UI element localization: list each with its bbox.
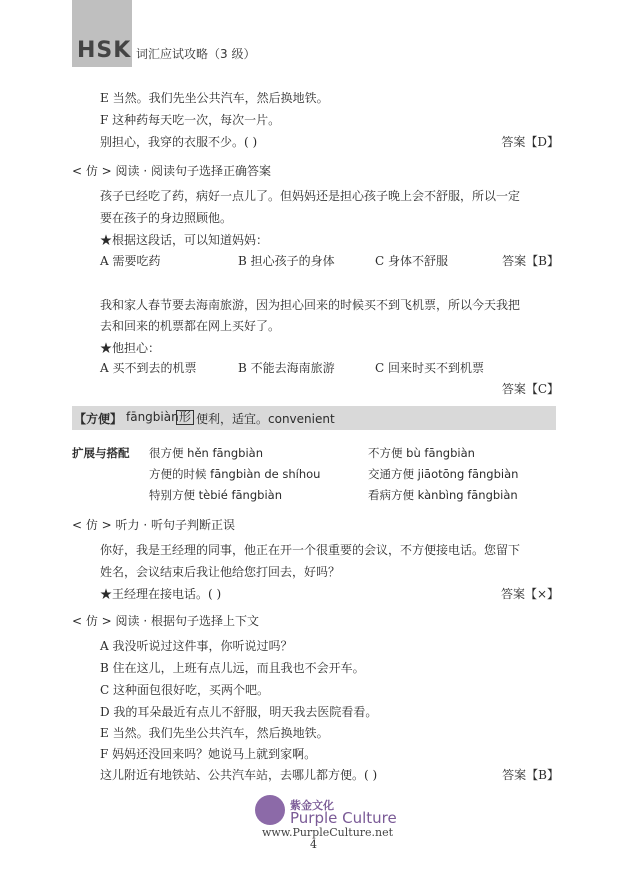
option-a: A 我没听说过这件事，你听说过吗？ bbox=[100, 639, 293, 653]
answer: 答案【D】 bbox=[501, 135, 559, 149]
option-f: F 这种药每天吃一次，每次一片。 bbox=[100, 113, 281, 127]
choice-b: B 担心孩子的身体 bbox=[238, 254, 335, 268]
section-tag: < 仿 > 听力 · 听句子判断正误 bbox=[72, 518, 235, 532]
option-e: E 当然。我们先坐公共汽车，然后换地铁。 bbox=[100, 91, 329, 105]
collocation-item: 很方便 hěn fāngbiàn bbox=[149, 446, 263, 460]
entry-definition: 便利，适宜。convenient bbox=[196, 412, 335, 426]
purple-culture-logo-icon bbox=[255, 795, 285, 825]
answer: 答案【B】 bbox=[502, 254, 559, 268]
choice-a: A 需要吃药 bbox=[100, 254, 161, 268]
section-tag: < 仿 > 阅读 · 阅读句子选择正确答案 bbox=[72, 164, 271, 178]
collocation-item: 看病方便 kànbìng fāngbiàn bbox=[368, 488, 518, 502]
collocation-item: 不方便 bù fāngbiàn bbox=[368, 446, 475, 460]
page-number: 4 bbox=[310, 838, 317, 851]
answer: 答案【×】 bbox=[500, 587, 559, 601]
pos-label: 形 bbox=[176, 410, 194, 425]
option-d: D 我的耳朵最近有点儿不舒服，明天我去医院看看。 bbox=[100, 705, 378, 719]
pos-badge bbox=[176, 410, 194, 425]
option-f: F 妈妈还没回来吗？她说马上就到家啊。 bbox=[100, 747, 317, 761]
choice-b: B 不能去海南旅游 bbox=[238, 361, 335, 375]
hsk-logo: HSK bbox=[77, 38, 132, 63]
choice-c: C 回来时买不到机票 bbox=[375, 361, 484, 375]
collocation-label: 扩展与搭配 bbox=[72, 446, 130, 460]
question: 这儿附近有地铁站、公共汽车站，去哪儿都方便。( ) bbox=[100, 768, 378, 782]
footer-url[interactable]: www.PurpleCulture.net bbox=[262, 826, 394, 839]
section-tag: < 仿 > 阅读 · 根据句子选择上下文 bbox=[72, 614, 259, 628]
logo-chinese: 紫金文化 bbox=[290, 799, 334, 812]
question: 别担心，我穿的衣服不少。( ) bbox=[100, 135, 258, 149]
option-b: B 住在这儿，上班有点儿远，而且我也不会开车。 bbox=[100, 661, 365, 675]
logo-english: Purple Culture bbox=[290, 809, 397, 827]
question: ★根据这段话，可以知道妈妈： bbox=[100, 233, 269, 247]
paragraph-line: 你好，我是王经理的同事，他正在开一个很重要的会议，不方便接电话。您留下 bbox=[100, 543, 521, 557]
collocation-item: 方便的时候 fāngbiàn de shíhou bbox=[149, 467, 321, 481]
entry-pinyin: fāngbiàn bbox=[126, 410, 179, 424]
collocation-item: 特别方便 tèbié fāngbiàn bbox=[149, 488, 282, 502]
paragraph-line: 姓名，会议结束后我让他给您打回去，好吗？ bbox=[100, 565, 341, 579]
option-c: C 这种面包很好吃，买两个吧。 bbox=[100, 683, 269, 697]
question: ★王经理在接电话。( ) bbox=[100, 587, 222, 601]
choice-c: C 身体不舒服 bbox=[375, 254, 448, 268]
paragraph-line: 去和回来的机票都在网上买好了。 bbox=[100, 319, 281, 333]
option-e: E 当然。我们先坐公共汽车，然后换地铁。 bbox=[100, 726, 329, 740]
entry-band bbox=[72, 406, 556, 430]
collocation-item: 交通方便 jiāotōng fāngbiàn bbox=[368, 467, 519, 481]
paragraph-line: 要在孩子的身边照顾他。 bbox=[100, 211, 233, 225]
question: ★他担心： bbox=[100, 341, 161, 355]
paragraph-line: 我和家人春节要去海南旅游，因为担心回来的时候买不到飞机票，所以今天我把 bbox=[100, 298, 521, 312]
paragraph-line: 孩子已经吃了药，病好一点儿了。但妈妈还是担心孩子晚上会不舒服，所以一定 bbox=[100, 189, 521, 203]
book-title: 词汇应试攻略（3 级） bbox=[136, 47, 256, 61]
answer: 答案【B】 bbox=[502, 768, 559, 782]
answer: 答案【C】 bbox=[501, 382, 559, 396]
choice-a: A 买不到去的机票 bbox=[100, 361, 197, 375]
entry-word: 【方便】 bbox=[74, 412, 123, 426]
